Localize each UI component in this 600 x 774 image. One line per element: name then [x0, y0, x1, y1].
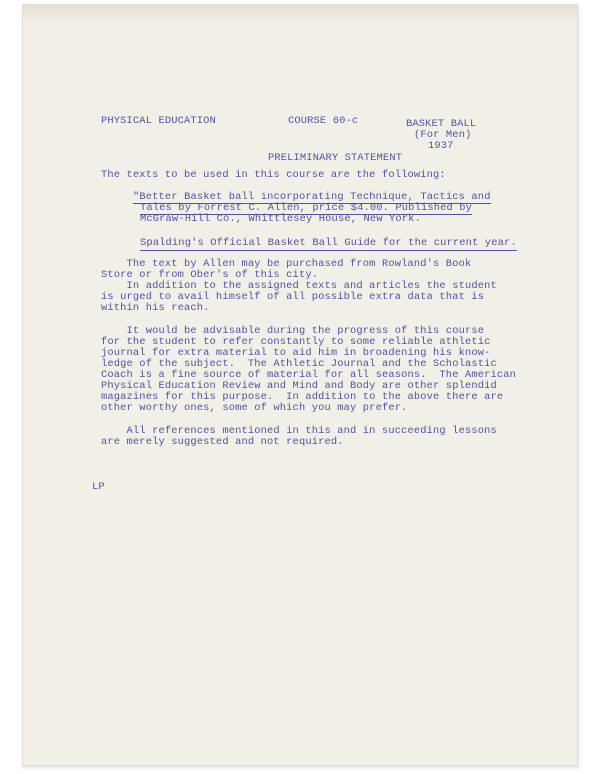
intro-line: The texts to be used in this course are the following: [101, 169, 446, 181]
para3-line2: are merely suggested and not required. [101, 436, 344, 448]
year-label: 1937 [428, 140, 454, 152]
para2-line7: magazines for this purpose. In addition to the above there are [101, 391, 504, 403]
para2-line2: for the student to refer constantly to some reliable athletic [101, 336, 491, 348]
para1-line5: within his reach. [101, 302, 210, 314]
para1-line3: In addition to the assigned texts and articles the student [101, 280, 497, 292]
book1-line2-text: Tales by Forrest C. Allen, price $4.00. Published by [140, 202, 473, 214]
department-heading: PHYSICAL EDUCATION [101, 115, 216, 127]
typist-initials: LP [92, 481, 105, 493]
book2-text: Spalding's Official Basket Ball Guide for the current year. [140, 237, 517, 249]
para2-line3: journal for extra material to aid him in broadening his know- [101, 347, 491, 359]
para2-line6: Physical Education Review and Mind and Body are other splendid [101, 380, 497, 392]
para1-line4: is urged to avail himself of all possible extra data that is [101, 291, 485, 303]
audience-label: (For Men) [414, 129, 472, 141]
document-title: PRELIMINARY STATEMENT [268, 152, 403, 164]
para2-line1: It would be advisable during the progress of this course [101, 325, 485, 337]
para2-line5: Coach is a fine source of material for all seasons. The American [101, 369, 517, 381]
paper-top-shadow [22, 4, 578, 22]
para3-line1: All references mentioned in this and in succeeding lessons [101, 425, 497, 437]
book2-line [140, 238, 517, 251]
para1-line1: The text by Allen may be purchased from Rowland's Book [101, 258, 472, 270]
para2-line8: other worthy ones, some of which you may prefer. [101, 402, 408, 414]
para1-line2: Store or from Ober's of this city. [101, 269, 319, 281]
subject-heading: BASKET BALL [406, 118, 477, 130]
course-number: COURSE 60-c [288, 115, 359, 127]
book1-line1-text: "Better Basket ball incorporating Technique, Tactics and [133, 191, 491, 203]
book1-line3: McGraw-Hill Co., Whittlesey House, New York. [140, 213, 421, 225]
para2-line4: ledge of the subject. The Athletic Journal and the Scholastic [101, 358, 497, 370]
